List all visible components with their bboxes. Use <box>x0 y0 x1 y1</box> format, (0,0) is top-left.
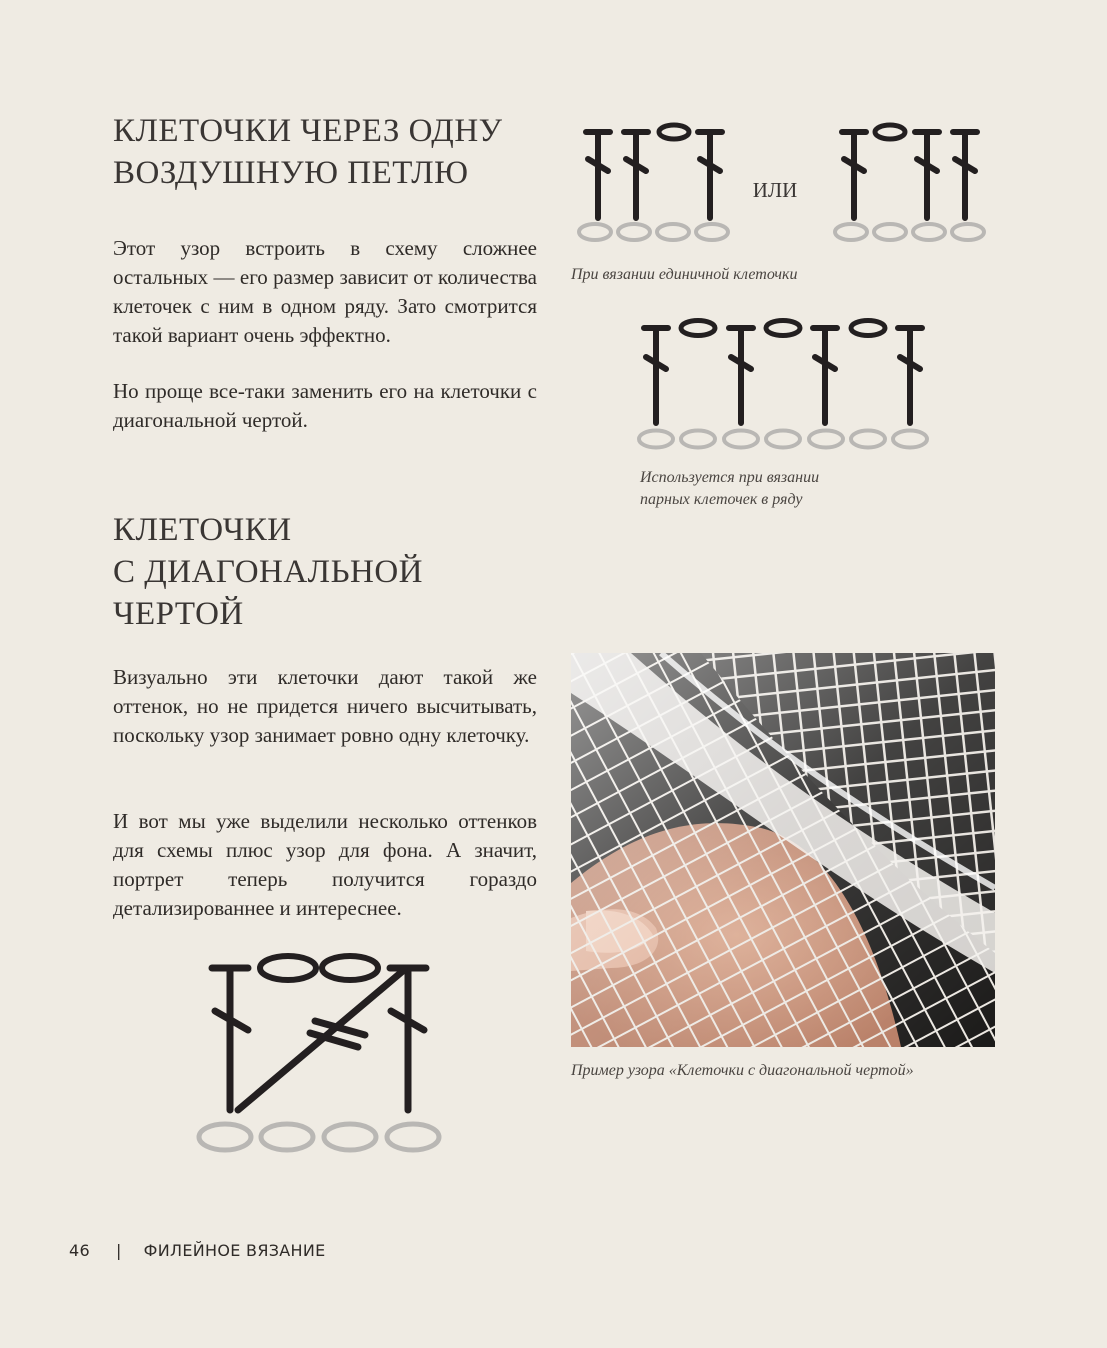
title-line: КЛЕТОЧКИ <box>113 512 292 548</box>
book-title: ФИЛЕЙНОЕ ВЯЗАНИЕ <box>143 1241 326 1260</box>
photo-caption: Пример узора «Клеточки с диагональной чертой» <box>571 1062 914 1079</box>
paragraph: Но проще все-таки заменить его на клеточки с диагональной чертой. <box>113 379 537 432</box>
double-crochet-symbol <box>644 328 668 423</box>
crochet-net-photo <box>571 653 995 1047</box>
chain-symbol <box>659 125 689 139</box>
page-footer <box>69 1241 326 1260</box>
diagonal-mesh-diagram <box>190 945 455 1160</box>
paragraph: Этот узор встроить в схему сложнее остальных — его размер зависит от количества клеточек с ним в одном ряду. Зато смотрится такой вариант очень эффектно. <box>113 236 537 347</box>
double-crochet-symbol <box>698 132 722 218</box>
chain-symbol <box>875 125 905 139</box>
double-crochet-symbol <box>624 132 648 218</box>
double-crochet-symbol <box>586 132 610 218</box>
or-label: ИЛИ <box>752 178 798 202</box>
footer-separator: | <box>115 1241 122 1260</box>
base-chain-row <box>835 224 984 240</box>
double-crochet-symbol <box>813 328 837 423</box>
base-chain-row <box>579 224 728 240</box>
diagonal-stitch-symbol <box>238 970 404 1110</box>
diagram-caption <box>640 467 819 511</box>
diagram-caption: При вязании единичной клеточки <box>571 266 798 283</box>
double-crochet-symbol <box>390 968 426 1110</box>
paragraph: И вот мы уже выделили несколько оттенков для схемы плюс узор для фона. А значит, портрет теперь получится гораздо детализированнее и интереснее. <box>113 809 537 920</box>
double-crochet-symbol <box>915 132 939 218</box>
page-number: 46 <box>69 1241 90 1260</box>
double-crochet-symbol <box>212 968 248 1110</box>
section-title-diagonal-mesh <box>113 509 423 635</box>
crochet-net-icon <box>571 653 995 1047</box>
paragraph: Визуально эти клеточки дают такой же оттенок, но не придется ничего высчитывать, поскольку узор занимает ровно одну клеточку. <box>113 665 537 747</box>
paired-mesh-diagram <box>630 310 940 455</box>
base-chain-row <box>199 1124 439 1150</box>
chain-symbol <box>681 321 715 336</box>
chain-symbol <box>851 321 885 336</box>
title-line: С ДИАГОНАЛЬНОЙ <box>113 554 424 590</box>
title-line: ЧЕРТОЙ <box>113 596 244 632</box>
title-line: ВОЗДУШНУЮ ПЕТЛЮ <box>113 155 469 191</box>
double-crochet-symbol <box>729 328 753 423</box>
variant-b <box>842 125 977 218</box>
chain-symbol <box>322 956 378 980</box>
chain-symbol <box>766 321 800 336</box>
section-title-chain-mesh <box>113 110 503 194</box>
single-mesh-diagram <box>570 115 1000 250</box>
caption-line: парных клеточек в ряду <box>640 491 803 508</box>
double-crochet-symbol <box>898 328 922 423</box>
chain-symbol <box>260 956 316 980</box>
double-crochet-symbol <box>842 132 866 218</box>
title-line: КЛЕТОЧКИ ЧЕРЕЗ ОДНУ <box>113 113 503 149</box>
base-chain-row <box>639 431 927 448</box>
double-crochet-symbol <box>953 132 977 218</box>
variant-a <box>586 125 722 218</box>
caption-line: Используется при вязании <box>640 469 820 486</box>
